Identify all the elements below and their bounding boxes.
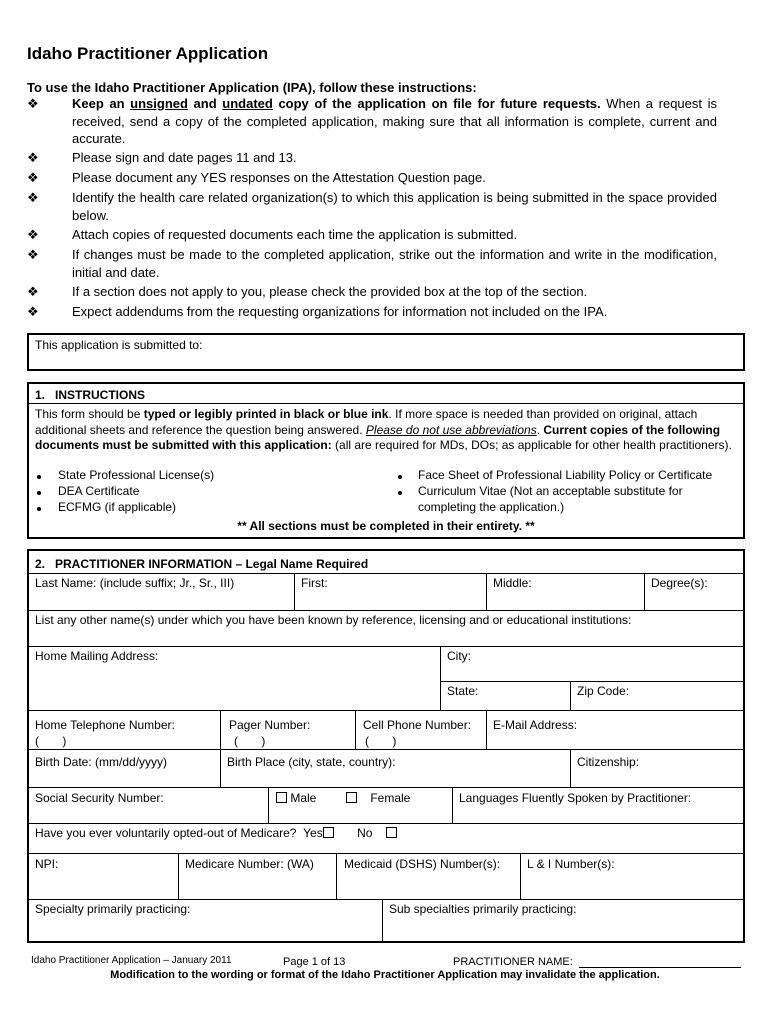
footer-form-version: Idaho Practitioner Application – January 2011 xyxy=(31,955,232,966)
first-name-field[interactable]: First: xyxy=(301,576,328,590)
pager-field[interactable]: Pager Number: xyxy=(229,718,311,732)
doc-item: completing the application.) xyxy=(418,500,565,514)
specialty-field[interactable]: Specialty primarily practicing: xyxy=(35,902,191,916)
email-field[interactable]: E-Mail Address: xyxy=(493,718,578,732)
degrees-field[interactable]: Degree(s): xyxy=(651,576,708,590)
diamond-star-icon: ❖ xyxy=(27,284,39,299)
doc-item: Face Sheet of Professional Liability Policy or Certificate xyxy=(418,468,713,482)
bullet-item-3 xyxy=(27,169,717,187)
submitted-to-field[interactable] xyxy=(27,333,745,371)
cell-phone-paren: ( ) xyxy=(365,734,397,748)
footer-practitioner-name xyxy=(453,956,573,968)
li-number-field[interactable]: L & I Number(s): xyxy=(527,857,615,871)
bullet-text: unsigned xyxy=(130,96,188,111)
para-text: . xyxy=(536,422,544,437)
bullet-text: undated xyxy=(222,96,273,111)
bullet-text: copy of the application on file for future requests. xyxy=(272,96,601,111)
section-instructions xyxy=(27,382,745,539)
doc-item: Curriculum Vitae (Not an acceptable substitute for xyxy=(418,484,683,498)
other-names-field[interactable]: List any other name(s) under which you have been known by reference, licensing and or educational institutions: xyxy=(35,613,632,627)
no-label: No xyxy=(357,826,373,840)
bullet-text: If a section does not apply to you, please check the provided box at the top of the section. xyxy=(72,284,588,299)
diamond-star-icon: ❖ xyxy=(27,190,39,205)
sub-specialties-field[interactable]: Sub specialties primarily practicing: xyxy=(389,902,577,916)
footer-notice: Modification to the wording or format of the Idaho Practitioner Application may invalidate the application. xyxy=(110,969,660,981)
female-checkbox[interactable] xyxy=(346,792,357,803)
diamond-star-icon: ❖ xyxy=(27,96,39,111)
bullet-item-5 xyxy=(27,226,717,244)
diamond-star-icon: ❖ xyxy=(27,247,39,262)
doc-item: ECFMG (if applicable) xyxy=(58,500,177,514)
cell-phone-field[interactable]: Cell Phone Number: xyxy=(363,718,472,732)
npi-field[interactable]: NPI: xyxy=(35,857,59,871)
middle-name-field[interactable]: Middle: xyxy=(493,576,532,590)
doc-item: DEA Certificate xyxy=(58,484,140,498)
no-checkbox[interactable] xyxy=(386,827,397,838)
bullet-text: Keep an xyxy=(72,96,131,111)
medicaid-number-field[interactable]: Medicaid (DSHS) Number(s): xyxy=(344,857,501,871)
para-text: Current copies of the following documents must be submitted with this application: xyxy=(35,422,721,452)
bullet-text: Identify the health care related organization(s) to which this application is being submitted in the space provided below. xyxy=(72,190,717,223)
diamond-star-icon: ❖ xyxy=(27,304,39,319)
diamond-star-icon: ❖ xyxy=(27,150,39,165)
home-address-field[interactable]: Home Mailing Address: xyxy=(35,649,159,663)
bullet-item-4 xyxy=(27,189,717,224)
languages-field[interactable]: Languages Fluently Spoken by Practitioner: xyxy=(459,791,692,805)
medicare-optout-question xyxy=(35,826,397,840)
home-phone-paren: ( ) xyxy=(35,734,67,748)
bullet-text: If changes must be made to the completed application, strike out the information and write in the modification, initial and date. xyxy=(72,247,717,280)
para-text: This form should be xyxy=(35,407,144,421)
bullet-text: Please document any YES responses on the Attestation Question page. xyxy=(72,170,486,185)
section-practitioner-info xyxy=(27,549,745,943)
female-option[interactable] xyxy=(346,791,410,805)
state-field[interactable]: State: xyxy=(447,684,479,698)
zip-field[interactable]: Zip Code: xyxy=(577,684,630,698)
para-text: Please do not use abbreviations xyxy=(365,422,537,437)
bullet-item-2 xyxy=(27,149,717,167)
male-label: Male xyxy=(290,791,317,805)
yes-checkbox[interactable] xyxy=(323,827,334,838)
birth-date-field[interactable]: Birth Date: (mm/dd/yyyy) xyxy=(35,755,168,769)
para-text: (all are required for MDs, DOs; as applicable for other health practitioners). xyxy=(331,438,732,452)
pager-paren: ( ) xyxy=(234,734,266,748)
section-2-heading: 2. PRACTITIONER INFORMATION – Legal Name Required xyxy=(35,557,369,571)
section-1-heading: 1. INSTRUCTIONS xyxy=(35,388,146,402)
diamond-star-icon: ❖ xyxy=(27,227,39,242)
bullet-item-1 xyxy=(27,95,717,148)
instructions-intro: To use the Idaho Practitioner Application (IPA), follow these instructions: xyxy=(27,80,477,95)
birth-place-field[interactable]: Birth Place (city, state, country): xyxy=(227,755,396,769)
all-sections-note: ** All sections must be completed in their entirety. ** xyxy=(237,519,535,533)
bullet-text: When a request is received, send a copy of the completed application, making sure that all information is complete, current and accurate. xyxy=(72,96,717,146)
question-text: Have you ever voluntarily opted-out of Medicare? xyxy=(35,826,297,840)
para-text: typed or legibly printed in black or blue ink xyxy=(143,407,389,421)
diamond-star-icon: ❖ xyxy=(27,170,39,185)
medicare-number-field[interactable]: Medicare Number: (WA) xyxy=(185,857,314,871)
citizenship-field[interactable]: Citizenship: xyxy=(577,755,640,769)
doc-item: State Professional License(s) xyxy=(58,468,215,482)
bullet-item-8 xyxy=(27,303,717,321)
bullet-text: Expect addendums from the requesting organizations for information not included on the IPA. xyxy=(72,304,608,319)
bullet-item-6 xyxy=(27,246,717,281)
female-label: Female xyxy=(370,791,411,805)
bullet-text: Please sign and date pages 11 and 13. xyxy=(72,150,297,165)
male-checkbox[interactable] xyxy=(276,792,287,803)
bullet-text: and xyxy=(187,96,223,111)
footer-name-label: PRACTITIONER NAME: xyxy=(453,956,573,968)
home-phone-field[interactable]: Home Telephone Number: xyxy=(35,718,175,732)
para-text: . If more space is needed than provided on original, attach additional sheets and reference the question being answered. xyxy=(35,407,698,437)
practitioner-name-line[interactable] xyxy=(579,967,741,968)
page-title: Idaho Practitioner Application xyxy=(27,44,269,63)
ssn-field[interactable]: Social Security Number: xyxy=(35,791,164,805)
bullet-item-7 xyxy=(27,283,717,301)
male-option[interactable] xyxy=(276,791,316,805)
last-name-field[interactable]: Last Name: (include suffix; Jr., Sr., III) xyxy=(35,576,235,590)
section-1-paragraph xyxy=(35,407,735,454)
city-field[interactable]: City: xyxy=(447,649,471,663)
submitted-to-label: This application is submitted to: xyxy=(35,338,203,352)
yes-label: Yes xyxy=(303,826,323,840)
footer-page-number: Page 1 of 13 xyxy=(283,956,346,968)
bullet-text: Attach copies of requested documents each time the application is submitted. xyxy=(72,227,518,242)
